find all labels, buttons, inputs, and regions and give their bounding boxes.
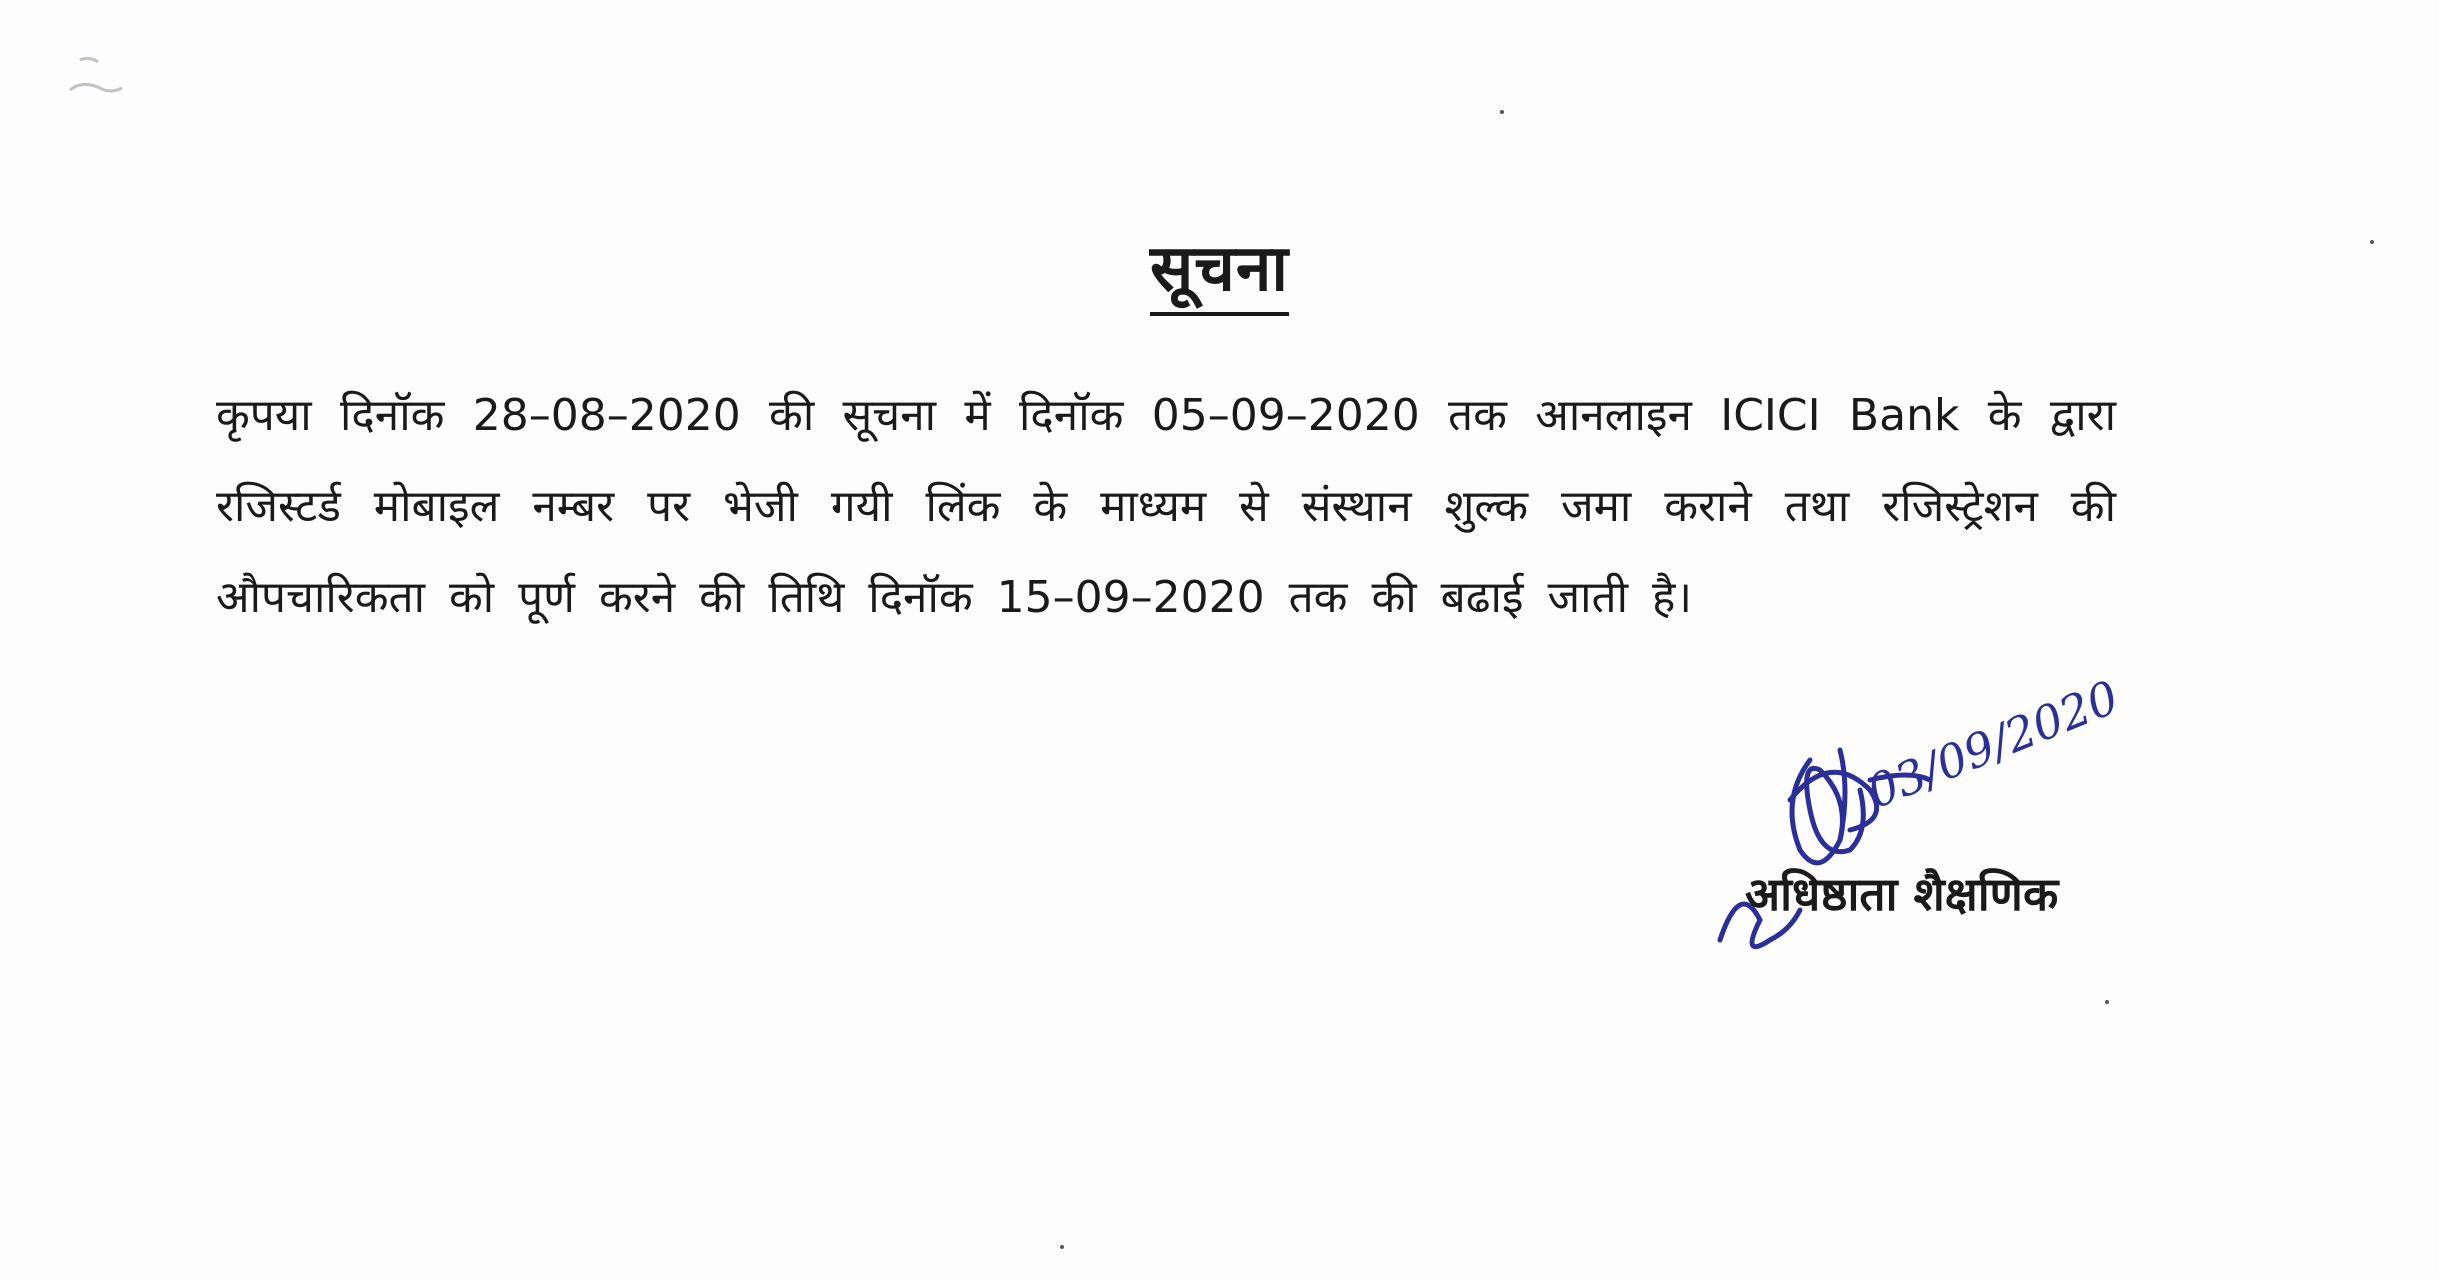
- speck: [2370, 240, 2374, 244]
- speck: [2105, 1000, 2109, 1004]
- stamp-smudge-icon: [60, 50, 150, 140]
- page-title: [0, 222, 2439, 309]
- title-text: सूचना: [1150, 232, 1289, 316]
- notice-body: कृपया दिनॉक 28–08–2020 की सूचना में दिनॉक 05–09–2020 तक आनलाइन ICICI Bank के द्वारा रजिस्टर्ड मोबाइल नम्बर पर भेजी गयी लिंक के माध्यम से संस्थान शुल्क जमा कराने तथा रजिस्ट्रेशन की औपचारिकता को पूर्ण करने की तिथि दिनॉक 15–09–2020 तक की बढाई जाती है।: [216, 390, 2116, 623]
- designation: अधिष्ठाता शैक्षणिक: [1745, 867, 2059, 921]
- signature-date: 03/09/2020: [1859, 669, 2126, 819]
- speck: [1060, 1245, 1064, 1249]
- signature-icon: [1690, 700, 2150, 970]
- speck: [1500, 110, 1504, 114]
